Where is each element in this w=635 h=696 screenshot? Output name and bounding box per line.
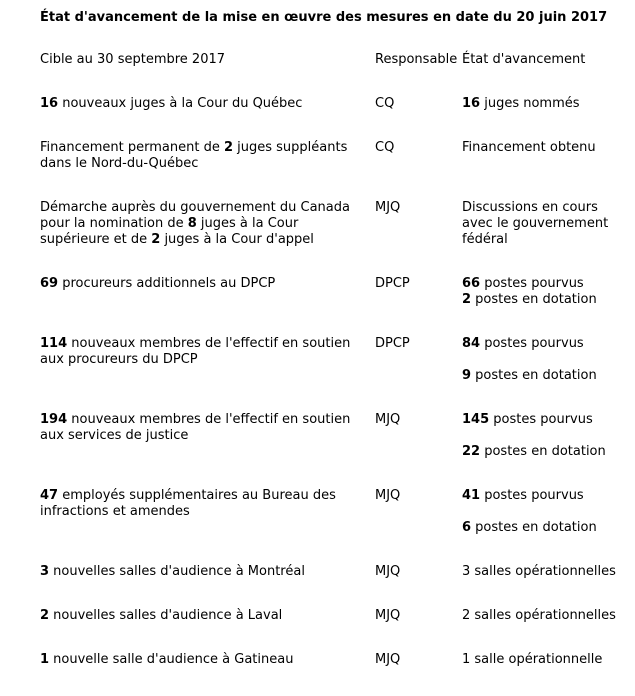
text-segment: postes pourvus [489, 412, 593, 427]
bold-value: 1 [40, 652, 50, 667]
table-row [40, 140, 627, 200]
text-segment: nouvelles salles d'audience à Laval [49, 608, 283, 623]
status-cell [462, 412, 627, 488]
responsible-cell: MJQ [375, 652, 401, 667]
table-row [40, 608, 627, 652]
target-cell [40, 488, 375, 564]
text-segment: juges à la Cour supérieure et de [40, 216, 299, 247]
status-cell [462, 608, 627, 652]
target-cell [40, 200, 375, 276]
table-row [40, 652, 627, 696]
header-row [40, 52, 627, 96]
bold-value: 69 [40, 276, 59, 291]
responsible-cell: MJQ [375, 412, 401, 427]
bold-value: 9 [462, 368, 472, 383]
status-cell [462, 200, 627, 276]
status-line [462, 140, 621, 156]
text-segment: juges à la Cour d'appel [160, 232, 314, 247]
text-segment: nouvelles salles d'audience à Montréal [49, 564, 305, 579]
table-row [40, 336, 627, 412]
status-cell [462, 564, 627, 608]
text-segment: postes pourvus [480, 276, 584, 291]
bold-value: 84 [462, 336, 481, 351]
bold-value: 114 [40, 336, 68, 351]
status-line [462, 368, 621, 384]
target-cell [40, 564, 375, 608]
text-segment: Financement obtenu [462, 140, 596, 155]
status-line [462, 608, 621, 624]
target-cell [40, 96, 375, 140]
bold-value: 194 [40, 412, 68, 427]
table-row [40, 200, 627, 276]
bold-value: 8 [187, 216, 197, 231]
table-body [40, 96, 627, 696]
text-segment: employés supplémentaires au Bureau des infractions et amendes [40, 488, 336, 519]
target-cell [40, 336, 375, 412]
status-line [462, 96, 621, 112]
target-cell [40, 276, 375, 336]
bold-value: 22 [462, 444, 481, 459]
text-segment: Discussions en cours avec le gouvernement fédéral [462, 200, 609, 247]
status-line [462, 564, 621, 580]
target-cell [40, 652, 375, 696]
bold-value: 16 [462, 96, 481, 111]
status-cell [462, 336, 627, 412]
status-line [462, 412, 621, 428]
target-cell [40, 140, 375, 200]
text-segment: Financement permanent de [40, 140, 224, 155]
status-line [462, 652, 621, 668]
table-row [40, 276, 627, 336]
text-segment: juges nommés [480, 96, 580, 111]
column-header-status: État d'avancement [462, 52, 586, 67]
bold-value: 145 [462, 412, 490, 427]
responsible-cell: MJQ [375, 488, 401, 503]
responsible-cell: CQ [375, 96, 395, 111]
target-cell [40, 412, 375, 488]
responsible-cell: DPCP [375, 276, 410, 291]
text-segment: nouveaux juges à la Cour du Québec [58, 96, 303, 111]
bold-value: 2 [151, 232, 161, 247]
text-segment: nouveaux membres de l'effectif en soutien aux procureurs du DPCP [40, 336, 351, 367]
target-cell [40, 608, 375, 652]
text-segment: postes pourvus [480, 488, 584, 503]
text-segment: 3 salles opérationnelles [462, 564, 616, 579]
status-line [462, 336, 621, 352]
table-header [40, 52, 627, 96]
status-line [462, 276, 621, 292]
bold-value: 41 [462, 488, 481, 503]
bold-value: 3 [40, 564, 50, 579]
responsible-cell: MJQ [375, 564, 401, 579]
status-cell [462, 96, 627, 140]
responsible-cell: DPCP [375, 336, 410, 351]
text-segment: Démarche auprès du gouvernement du Canada pour la nomination de [40, 200, 350, 231]
status-cell [462, 276, 627, 336]
text-segment: nouveaux membres de l'effectif en soutien aux services de justice [40, 412, 351, 443]
text-segment: nouvelle salle d'audience à Gatineau [49, 652, 294, 667]
text-segment: procureurs additionnels au DPCP [58, 276, 276, 291]
responsible-cell: MJQ [375, 608, 401, 623]
bold-value: 16 [40, 96, 59, 111]
text-segment: postes en dotation [471, 368, 597, 383]
text-segment: postes en dotation [471, 520, 597, 535]
text-segment: postes en dotation [471, 292, 597, 307]
status-line [462, 444, 621, 460]
status-line [462, 292, 621, 308]
table-row [40, 96, 627, 140]
status-line [462, 200, 621, 248]
status-line [462, 520, 621, 536]
measures-table [40, 52, 627, 696]
text-segment: postes pourvus [480, 336, 584, 351]
column-header-responsible: Responsable [375, 52, 458, 67]
bold-value: 6 [462, 520, 472, 535]
status-cell [462, 140, 627, 200]
page-title: État d'avancement de la mise en œuvre des mesures en date du 20 juin 2017 [40, 10, 608, 25]
status-cell [462, 652, 627, 696]
bold-value: 2 [40, 608, 50, 623]
responsible-cell: MJQ [375, 200, 401, 215]
table-row [40, 564, 627, 608]
bold-value: 2 [462, 292, 472, 307]
text-segment: juges suppléants dans le Nord-du-Québec [40, 140, 348, 171]
column-header-target: Cible au 30 septembre 2017 [40, 52, 226, 67]
bold-value: 47 [40, 488, 59, 503]
bold-value: 66 [462, 276, 481, 291]
status-line [462, 488, 621, 504]
text-segment: postes en dotation [480, 444, 606, 459]
responsible-cell: CQ [375, 140, 395, 155]
bold-value: 2 [223, 140, 233, 155]
table-row [40, 488, 627, 564]
table-row [40, 412, 627, 488]
status-cell [462, 488, 627, 564]
text-segment: 1 salle opérationnelle [462, 652, 603, 667]
text-segment: 2 salles opérationnelles [462, 608, 616, 623]
